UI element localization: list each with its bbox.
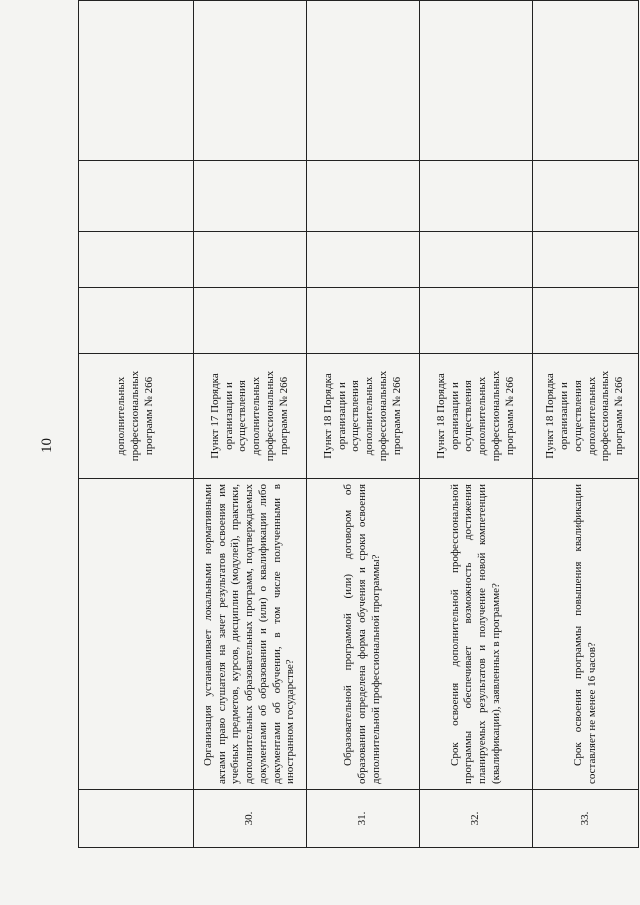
table-row bbox=[194, 1, 307, 848]
answer-yes-cell bbox=[420, 288, 533, 354]
row-number: 31. bbox=[307, 790, 420, 848]
answer-na-cell bbox=[533, 161, 639, 232]
page-number: 10 bbox=[39, 438, 55, 453]
answer-na-cell bbox=[420, 161, 533, 232]
comment-cell bbox=[194, 1, 307, 161]
reference-cell: Пункт 17 Порядка организации и осуществления дополнительных профессиональных программ № 266 bbox=[194, 354, 307, 479]
row-number: 33. bbox=[533, 790, 639, 848]
question-cell: Срок освоения программы повышения квалификации составляет не менее 16 часов? bbox=[533, 479, 639, 790]
answer-na-cell bbox=[307, 161, 420, 232]
answer-yes-cell bbox=[194, 288, 307, 354]
comment-cell bbox=[420, 1, 533, 161]
answer-no-cell bbox=[420, 232, 533, 288]
answer-no-cell bbox=[79, 232, 194, 288]
answer-yes-cell bbox=[79, 288, 194, 354]
comment-cell bbox=[307, 1, 420, 161]
reference-cell: Пункт 18 Порядка организации и осуществления дополнительных профессиональных программ № 266 bbox=[307, 354, 420, 479]
reference-cell: Пункт 18 Порядка организации и осуществления дополнительных профессиональных программ № 266 bbox=[533, 354, 639, 479]
checklist-table-container bbox=[78, 78, 638, 848]
answer-no-cell bbox=[307, 232, 420, 288]
answer-yes-cell bbox=[307, 288, 420, 354]
table-row bbox=[79, 1, 194, 848]
row-number bbox=[79, 790, 194, 848]
answer-no-cell bbox=[194, 232, 307, 288]
row-number: 32. bbox=[420, 790, 533, 848]
answer-na-cell bbox=[194, 161, 307, 232]
answer-na-cell bbox=[79, 161, 194, 232]
table-row bbox=[420, 1, 533, 848]
comment-cell bbox=[533, 1, 639, 161]
table-row bbox=[307, 1, 420, 848]
answer-yes-cell bbox=[533, 288, 639, 354]
reference-cell: Пункт 18 Порядка организации и осуществления дополнительных профессиональных программ № 266 bbox=[420, 354, 533, 479]
checklist-table bbox=[78, 0, 639, 848]
table-row bbox=[533, 1, 639, 848]
question-cell: Образовательной программой (или) договором об образовании определена форма обучения и сроки освоения дополнительной профессиональной программы? bbox=[307, 479, 420, 790]
question-cell: Срок освоения дополнительной профессиональной программы обеспечивает возможность достижения планируемых результатов и получение новой компетенции (квалификации), заявленных в программе? bbox=[420, 479, 533, 790]
row-number: 30. bbox=[194, 790, 307, 848]
rotated-table-frame bbox=[78, 78, 638, 848]
reference-cell: дополнительных профессиональных программ № 266 bbox=[79, 354, 194, 479]
question-cell bbox=[79, 479, 194, 790]
question-cell: Организация устанавливает локальными нормативными актами право слушателя на зачет результатов освоения им учебных предметов, курсов, дисциплин (модулей), практики, дополнительных образовательных программ, подтверждаемых документами об образовании и (или) о квалификации либо документами об обучении, в том числе полученными в иностранном государстве? bbox=[194, 479, 307, 790]
comment-cell bbox=[79, 1, 194, 161]
answer-no-cell bbox=[533, 232, 639, 288]
